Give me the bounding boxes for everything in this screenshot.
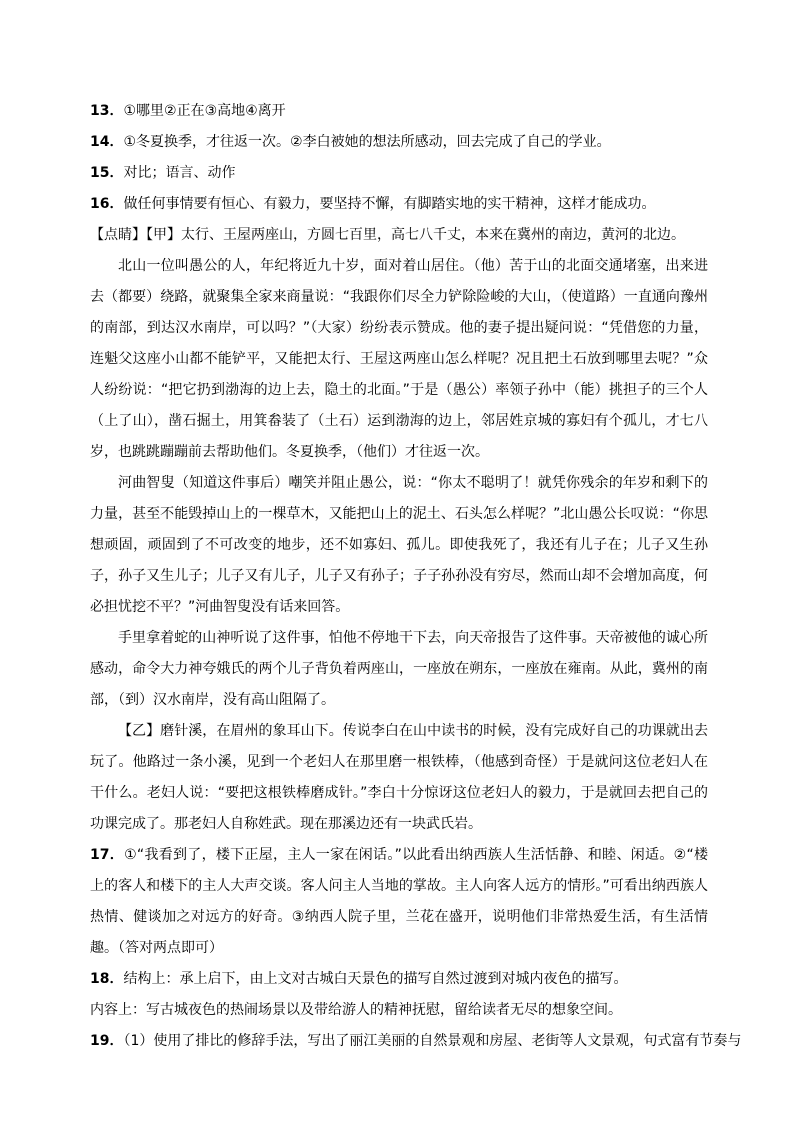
answer-text: 结构上：承上启下，由上文对古城白天景色的描写自然过渡到对城内夜色的描写。: [123, 971, 628, 987]
answer-text: 做任何事情要有恒心、有毅力，要坚持不懈，有脚踏实地的实干精神，这样才能成功。: [123, 196, 656, 212]
question-number: 19．: [90, 1033, 124, 1049]
question-number: 14．: [90, 134, 124, 150]
answer-13: [90, 96, 708, 127]
question-number: 18．: [90, 971, 124, 987]
answer-19: [90, 1026, 742, 1057]
translation-paragraph-yi: 【乙】磨针溪，在眉州的象耳山下。传说李白在山中读书的时候，没有完成好自己的功课就出去玩了。他路过一条小溪，见到一个老妇人在那里磨一根铁棒，（他感到奇怪）于是就问这位老妇人在干什么。老妇人说：“要把这根铁棒磨成针。”李白十分惊讶这位老妇人的毅力，于是就回去把自己的功课完成了。那老妇人自称姓武。现在那溪边还有一块武氏岩。: [90, 723, 708, 832]
answer-content: [90, 96, 742, 1057]
question-number: 15．: [90, 165, 124, 181]
answer-18: [90, 964, 708, 995]
dianjing-line: [90, 220, 708, 251]
answer-text: （1）使用了排比的修辞手法，写出了丽江美丽的自然景观和房屋、老街等人文景观，句式富有节奏与: [123, 1033, 742, 1049]
dianjing-text: 太行、王屋两座山，方圆七百里，高七八千丈，本来在冀州的南边，黄河的北边。: [181, 227, 685, 243]
translation-paragraph-1: 北山一位叫愚公的人，年纪将近九十岁，面对着山居住。（他）苦于山的北面交通堵塞，出来进去（都要）绕路，就聚集全家来商量说：“我跟你们尽全力铲除险峻的大山，（使道路）一直通向豫州的南部，到达汉水南岸，可以吗？”（大家）纷纷表示赞成。他的妻子提出疑问说：“凭借您的力量，连魁父这座小山都不能铲平，又能把太行、王屋这两座山怎么样呢？况且把土石放到哪里去呢？”众人纷纷说：“把它扔到渤海的边上去，隐土的北面。”于是（愚公）率领子孙中（能）挑担子的三个人（上了山），凿石掘土，用箕畚装了（土石）运到渤海的边上，邻居姓京城的寡妇有个孤儿，才七八岁，也跳跳蹦蹦前去帮助他们。冬夏换季，（他们）才往返一次。: [90, 258, 708, 460]
question-number: 17．: [90, 847, 125, 863]
answer-text: ①冬夏换季，才往返一次。②李白被她的想法所感动，回去完成了自己的学业。: [123, 134, 611, 150]
answer-18-content: 内容上：写古城夜色的热闹场景以及带给游人的精神抚慰，留给读者无尽的想象空间。: [90, 1002, 622, 1018]
translation-paragraph-2: 河曲智叟（知道这件事后）嘲笑并阻止愚公，说：“你太不聪明了！就凭你残余的年岁和剩下的力量，甚至不能毁掉山上的一棵草木，又能把山上的泥土、石头怎么样呢？”北山愚公长叹说：“你思想顽固，顽固到了不可改变的地步，还不如寡妇、孤儿。即使我死了，我还有儿子在；儿子又生孙子，孙子又生儿子；儿子又有儿子，儿子又有孙子；子子孙孙没有穷尽，然而山却不会增加高度，何必担忧挖不平？”河曲智叟没有话来回答。: [90, 475, 708, 615]
answer-text: 对比；语言、动作: [123, 165, 236, 181]
answer-text: ①“我看到了，楼下正屋，主人一家在闲话。”以此看出纳西族人生活恬静、和睦、闲适。②“楼上的客人和楼下的主人大声交谈。客人问主人当地的掌故。主人向客人远方的情形。”可看出纳西族人热情、健谈加之对远方的好奇。③纳西人院子里，兰花在盛开，说明他们非常热爱生活，有生活情趣。（答对两点即可）: [90, 847, 709, 956]
answer-14: [90, 127, 708, 158]
dianjing-label: 【点睛】【甲】: [90, 227, 181, 243]
translation-paragraph-3: 手里拿着蛇的山神听说了这件事，怕他不停地干下去，向天帝报告了这件事。天帝被他的诚心所感动，命令大力神夸娥氏的两个儿子背负着两座山，一座放在朔东，一座放在雍南。从此，冀州的南部，（到）汉水南岸，没有高山阻隔了。: [90, 630, 708, 708]
answer-17: [90, 840, 708, 964]
answer-16: [90, 189, 708, 220]
answer-text: ①哪里②正在③高地④离开: [123, 103, 286, 119]
question-number: 16．: [90, 196, 124, 212]
question-number: 13．: [90, 103, 124, 119]
answer-15: [90, 158, 708, 189]
